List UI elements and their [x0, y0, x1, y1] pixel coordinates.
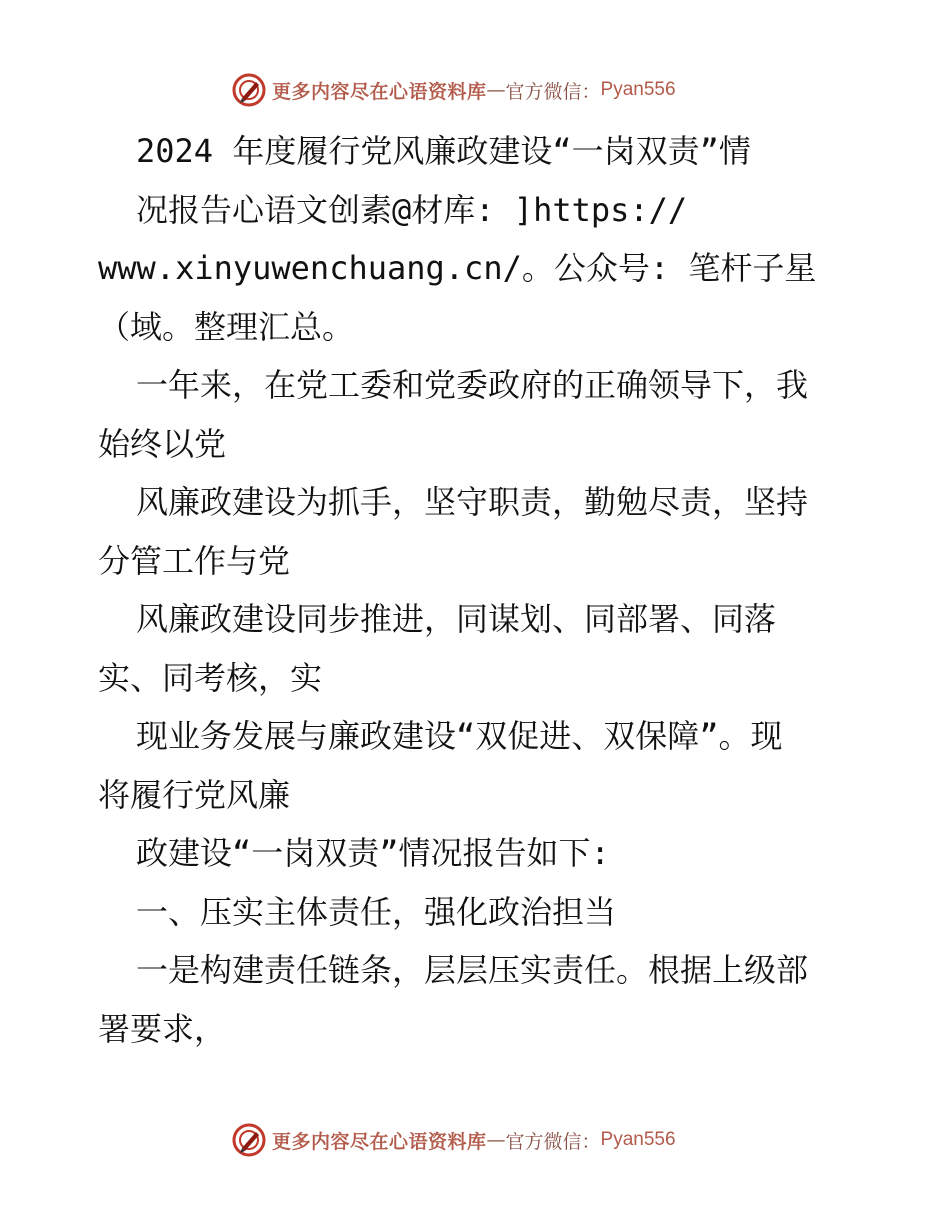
document-body — [98, 122, 868, 1058]
red-pen-circle-logo-icon — [232, 1123, 266, 1157]
doc-line: 一是构建责任链条，层层压实责任。根据上级部 — [136, 951, 809, 989]
doc-line: 风廉政建设同步推进，同谋划、同部署、同落 — [136, 600, 777, 638]
doc-line: 2024 年度履行党风廉政建设“一岗双责”情 — [136, 132, 751, 170]
watermark-dash: — — [486, 1129, 506, 1151]
watermark-main-text: 更多内容尽在心语资料库 — [272, 80, 487, 103]
watermark-main-text: 更多内容尽在心语资料库 — [272, 1130, 487, 1153]
doc-line: （域。整理汇总。 — [98, 307, 355, 346]
section-heading: 一、压实主体责任，强化政治担当 — [136, 892, 617, 931]
doc-line: 政建设“一岗双责”情况报告如下: — [136, 834, 610, 872]
watermark-footer — [232, 1120, 732, 1160]
red-pen-circle-logo-icon — [232, 73, 266, 107]
doc-line: 风廉政建设为抓手，坚守职责，勤勉尽责，坚持 — [136, 483, 809, 521]
watermark-id: Pyan556 — [600, 1129, 676, 1150]
doc-line: 署要求， — [98, 1009, 227, 1048]
doc-line: 将履行党风廉 — [98, 775, 291, 814]
doc-line: 一年来，在党工委和党委政府的正确领导下，我 — [136, 366, 809, 404]
watermark-sub-text: 官方微信： — [505, 80, 601, 103]
watermark-header — [232, 70, 732, 110]
watermark-sub-text: 官方微信： — [505, 1130, 601, 1153]
watermark-dash: — — [486, 79, 506, 101]
doc-line: 分管工作与党 — [98, 541, 291, 580]
watermark-id: Pyan556 — [600, 79, 676, 100]
doc-line: 况报告心语文创素@材库: ]https:// — [136, 190, 688, 229]
doc-line: 实、同考核，实 — [98, 658, 323, 697]
doc-line: www.xinyuwenchuang.cn/。公众号: 笔杆子星 — [98, 249, 817, 287]
doc-line: 现业务发展与廉政建设“双促进、双保障”。现 — [136, 717, 783, 755]
doc-line: 始终以党 — [98, 424, 227, 463]
